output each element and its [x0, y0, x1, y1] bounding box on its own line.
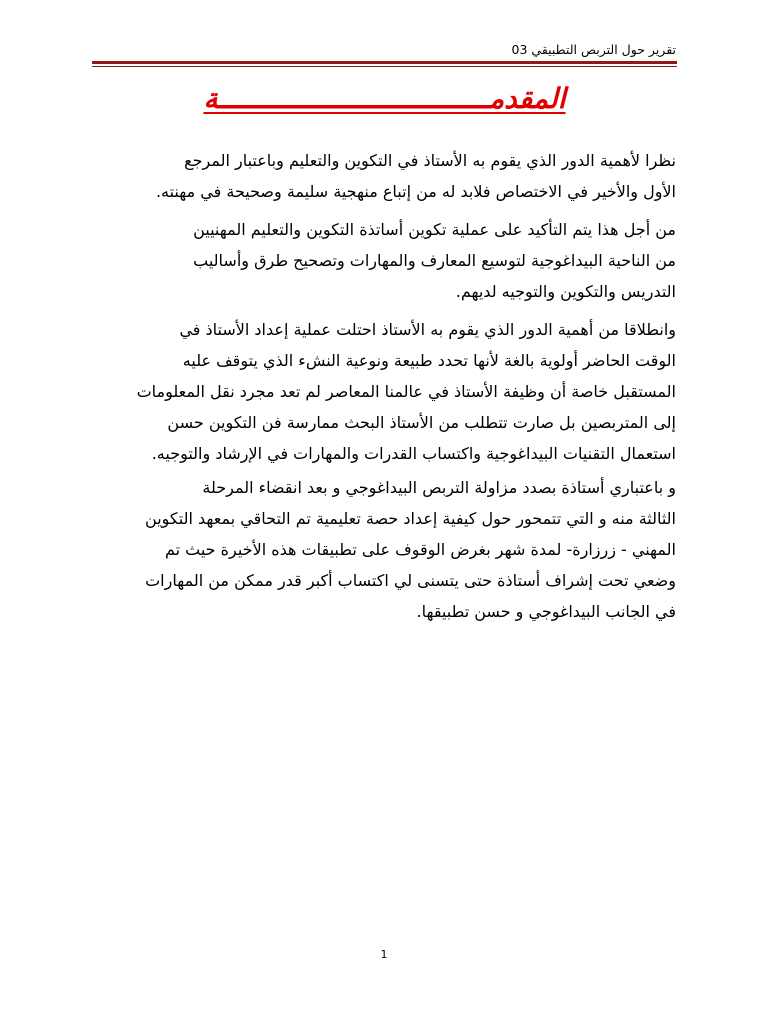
- paragraph-line: الأول والأخير في الاختصاص فلابد له من إتباع منهجية سليمة وصحيحة في مهنته.: [155, 182, 676, 201]
- header-rule-thick: [92, 61, 677, 64]
- paragraph-line: وانطلاقا من أهمية الدور الذي يقوم به الأستاذ احتلت عملية إعداد الأستاذ في: [179, 320, 676, 339]
- paragraph-line: الثالثة منه و التي تتمحور حول كيفية إعداد حصة تعليمية تم التحاقي بمعهد التكوين: [145, 509, 676, 528]
- paragraph-line: من الناحية البيداغوجية لتوسيع المعارف والمهارات وتصحيح طرق وأساليب: [193, 251, 676, 270]
- section-title: المقدمـــــــــــــــــــــــــــــــــة: [203, 82, 566, 115]
- paragraph-line: من أجل هذا يتم التأكيد على عملية تكوين أساتذة التكوين والتعليم المهنيين: [193, 220, 676, 239]
- paragraph-line: في الجانب البيداغوجي و حسن تطبيقها.: [416, 602, 676, 621]
- paragraph-line: المهني - زرزارة- لمدة شهر بغرض الوقوف على تطبيقات هذه الأخيرة حيث تم: [164, 540, 676, 559]
- paragraph-line: المستقبل خاصة أن وظيفة الأستاذ في عالمنا المعاصر لم تعد مجرد نقل المعلومات: [136, 382, 676, 401]
- paragraph-line: التدريس والتكوين والتوجيه لديهم.: [455, 282, 676, 301]
- paragraph-4: [66, 472, 676, 627]
- paragraph-3: [66, 314, 676, 469]
- paragraph-1: [66, 145, 676, 207]
- running-header-title: تقرير حول التربص التطبيقي 03: [511, 42, 676, 57]
- paragraph-line: الوقت الحاضر أولوية بالغة لأنها تحدد طبيعة ونوعية النشء الذي يتوقف عليه: [182, 351, 676, 370]
- page-number: 1: [380, 948, 388, 961]
- paragraph-line: وضعي تحت إشراف أستاذة حتى يتسنى لي اكتساب أكبر قدر ممكن من المهارات: [145, 571, 676, 590]
- paragraph-line: و باعتباري أستاذة بصدد مزاولة التربص البيداغوجي و بعد انقضاء المرحلة: [202, 478, 676, 497]
- paragraph-line: إلى المتربصين بل صارت تتطلب من الأستاذ البحث ممارسة فن التكوين حسن: [167, 413, 676, 432]
- paragraph-line: استعمال التقنيات البيداغوجية واكتساب القدرات والمهارات في الإرشاد والتوجيه.: [151, 444, 676, 463]
- header-rule-thin: [92, 66, 677, 67]
- paragraph-2: [66, 214, 676, 307]
- paragraph-line: نظرا لأهمية الدور الذي يقوم به الأستاذ في التكوين والتعليم وباعتبار المرجع: [184, 151, 676, 170]
